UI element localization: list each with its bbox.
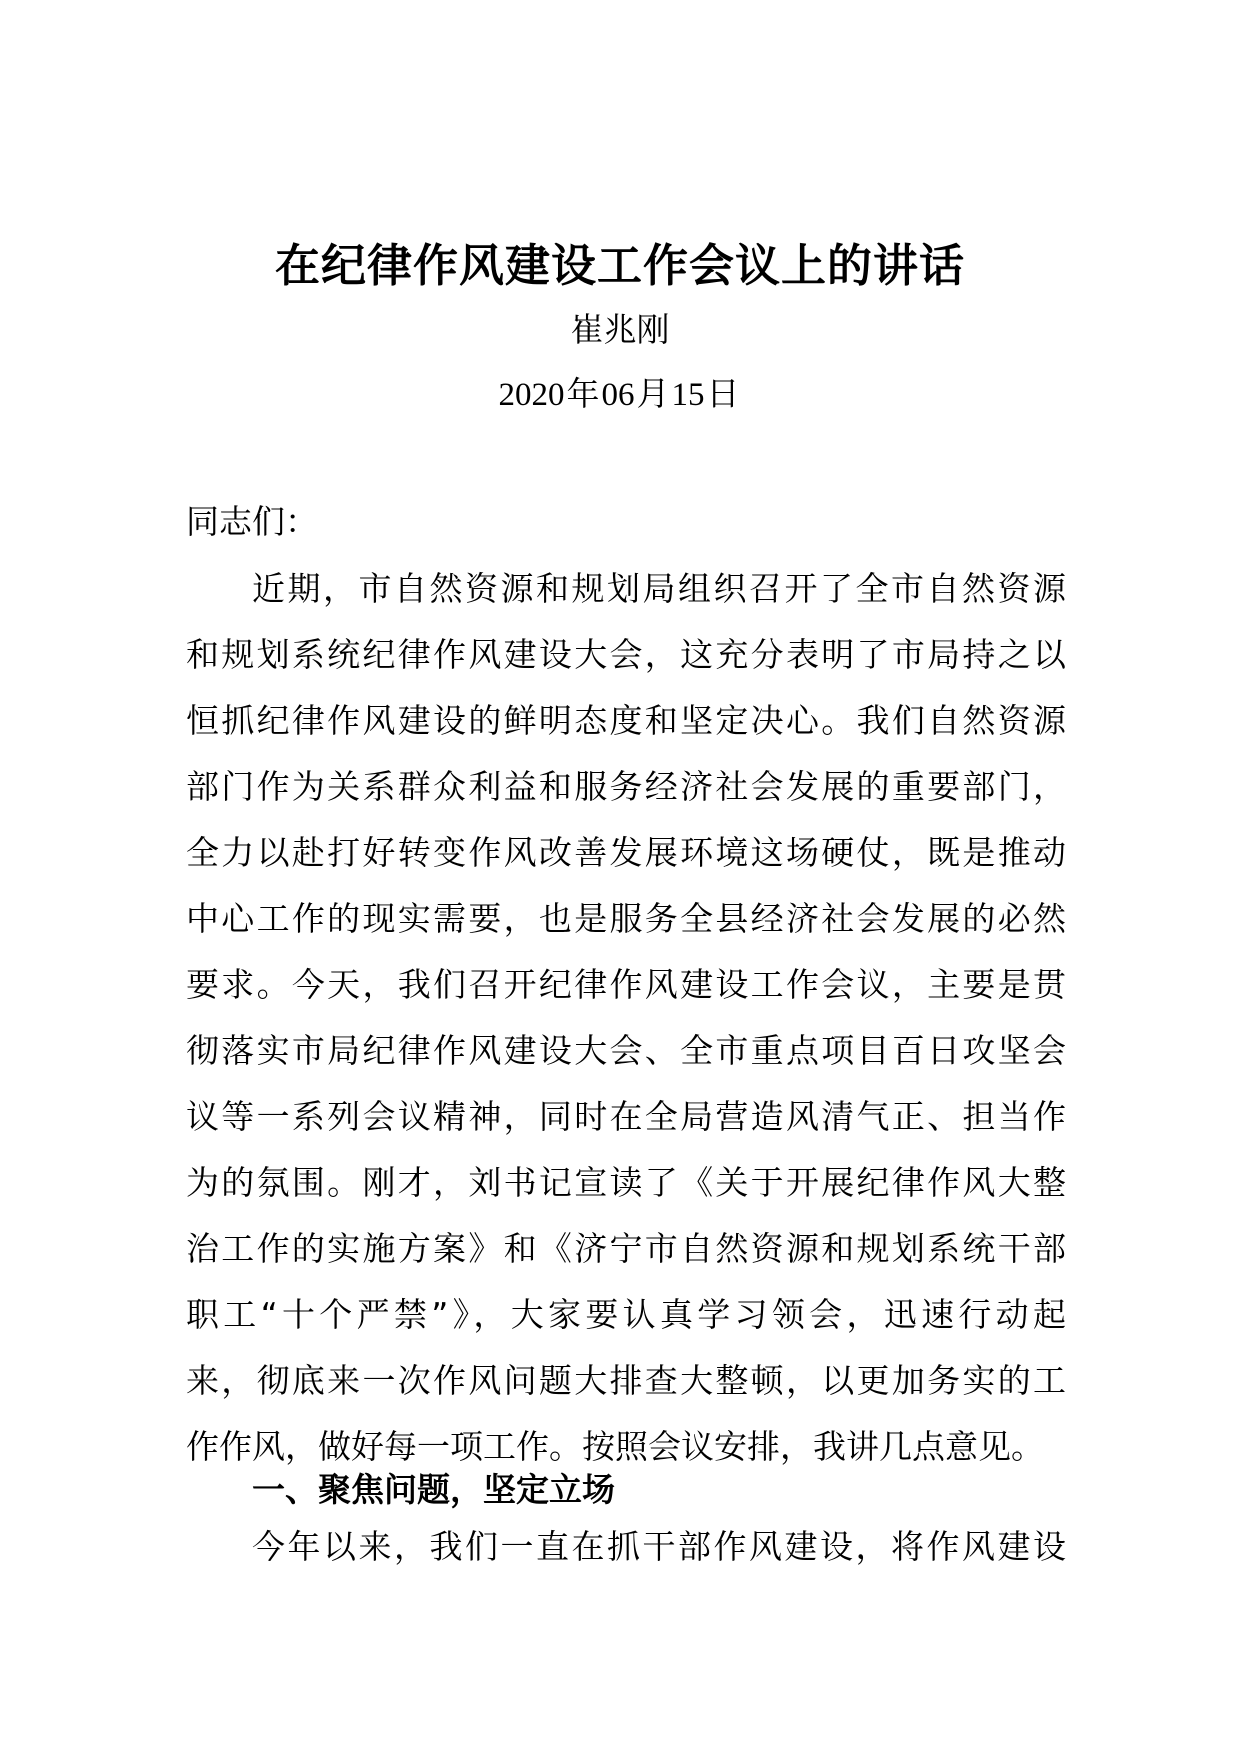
date-year: 2020 xyxy=(498,377,565,413)
paragraph-line: 为的氛围。刚才，刘书记宣读了《关于开展纪律作风大整 xyxy=(186,1163,1066,1202)
document-title: 在纪律作风建设工作会议上的讲话 xyxy=(274,239,965,292)
date-month: 06 xyxy=(601,377,635,413)
paragraph-line: 要求。今天，我们召开纪律作风建设工作会议，主要是贯 xyxy=(186,965,1066,1004)
paragraph-1 xyxy=(186,556,1066,1480)
date-month-unit: 月 xyxy=(636,374,670,413)
paragraph-line: 职工“十个严禁”》，大家要认真学习领会，迅速行动起 xyxy=(186,1295,1066,1334)
paragraph-line: 议等一系列会议精神，同时在全局营造风清气正、担当作 xyxy=(186,1097,1066,1136)
date-day-unit: 日 xyxy=(706,374,740,413)
paragraph-line: 恒抓纪律作风建设的鲜明态度和坚定决心。我们自然资源 xyxy=(186,701,1066,740)
author-name: 崔兆刚 xyxy=(570,310,670,349)
paragraph-line: 来，彻底来一次作风问题大排查大整顿，以更加务实的工 xyxy=(186,1361,1066,1400)
paragraph-line: 今年以来，我们一直在抓干部作风建设，将作风建设 xyxy=(252,1527,1066,1566)
paragraph-line: 彻落实市局纪律作风建设大会、全市重点项目百日攻坚会 xyxy=(186,1031,1066,1070)
paragraph-line: 和规划系统纪律作风建设大会，这充分表明了市局持之以 xyxy=(186,635,1066,674)
paragraph-line: 部门作为关系群众利益和服务经济社会发展的重要部门， xyxy=(186,767,1066,806)
speech-date xyxy=(0,372,1240,417)
paragraph-line: 作作风，做好每一项工作。按照会议安排，我讲几点意见。 xyxy=(186,1427,1044,1466)
section-heading-1: 一、聚焦问题，坚定立场 xyxy=(252,1470,615,1509)
date-year-unit: 年 xyxy=(566,374,600,413)
paragraph-line: 全力以赴打好转变作风改善发展环境这场硬仗，既是推动 xyxy=(186,833,1066,872)
date-day: 15 xyxy=(671,377,705,413)
paragraph-line: 中心工作的现实需要，也是服务全县经济社会发展的必然 xyxy=(186,899,1066,938)
paragraph-line: 治工作的实施方案》和《济宁市自然资源和规划系统干部 xyxy=(186,1229,1066,1268)
paragraph-2 xyxy=(186,1514,1066,1580)
paragraph-line: 近期，市自然资源和规划局组织召开了全市自然资源 xyxy=(252,569,1066,608)
salutation: 同志们： xyxy=(186,502,318,541)
